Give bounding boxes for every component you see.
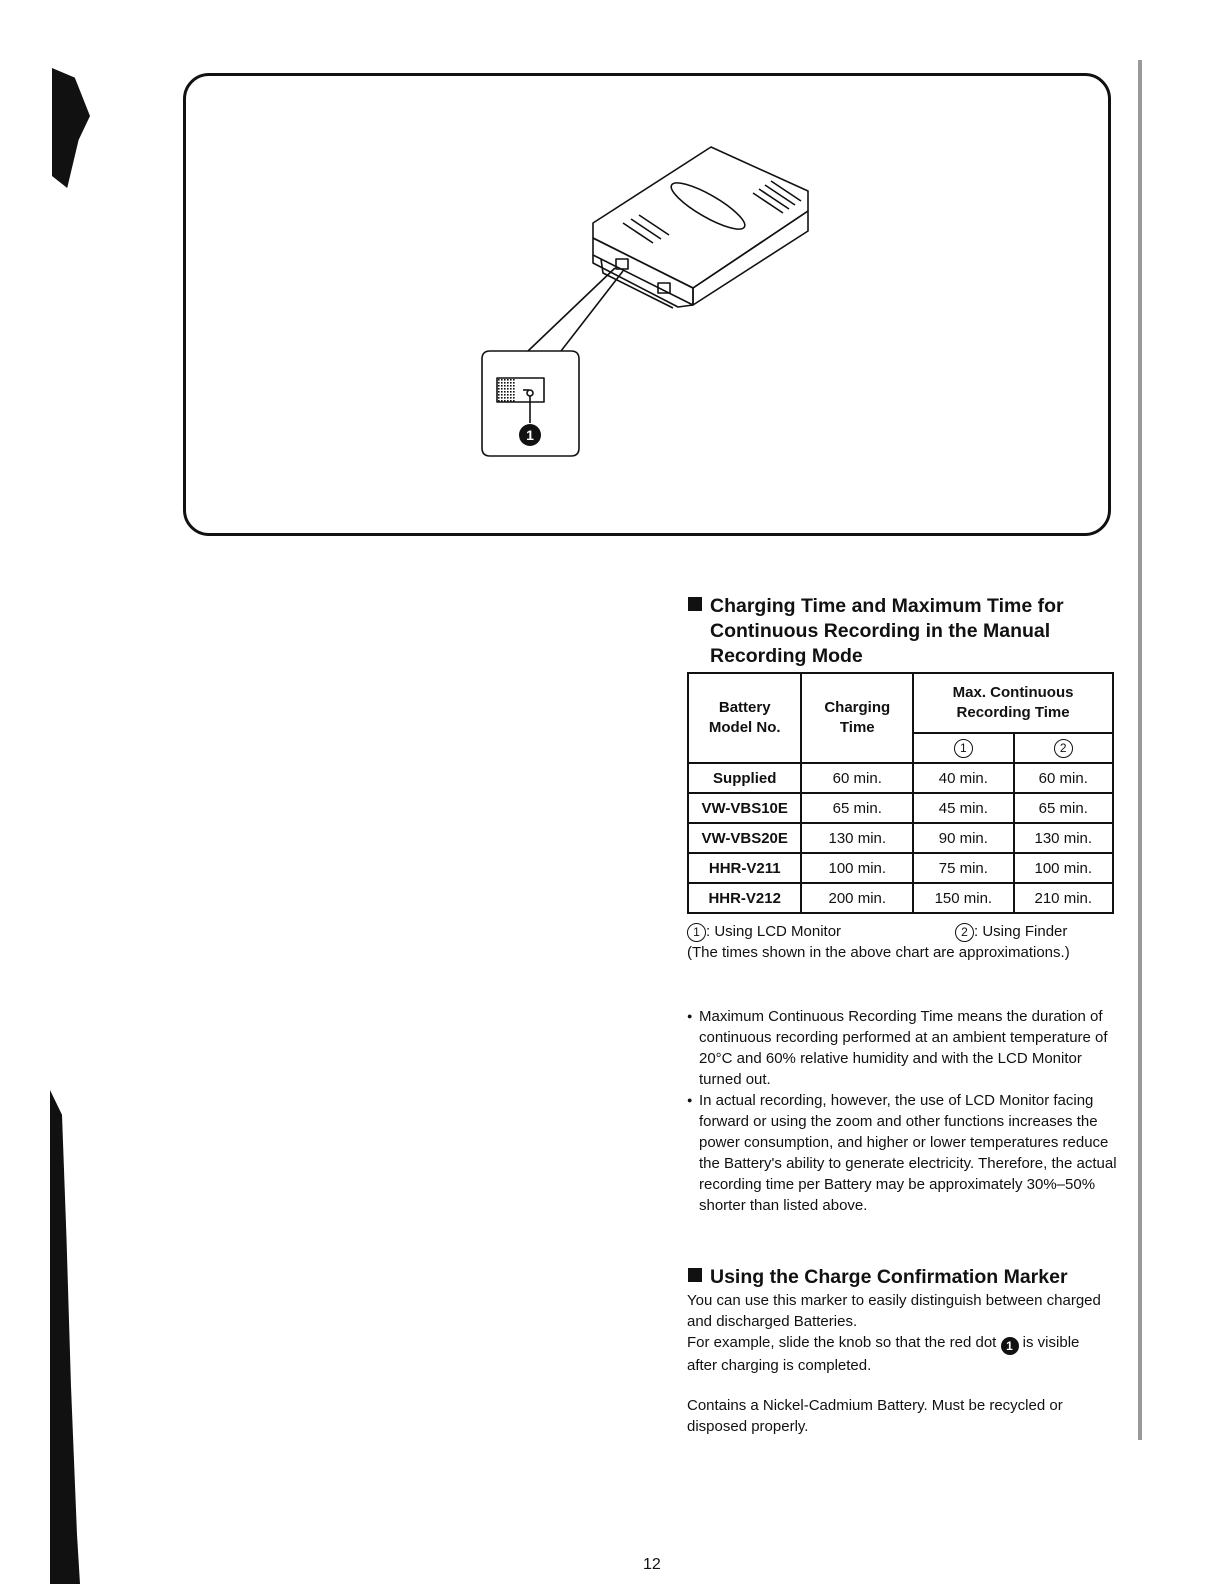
table-row bbox=[688, 853, 1113, 883]
para2-text-before: For example, slide the knob so that the red dot bbox=[687, 1334, 1001, 1351]
marker-paragraph-2 bbox=[687, 1332, 1107, 1376]
table-row bbox=[688, 793, 1113, 823]
cell-finder: 130 min. bbox=[1014, 823, 1113, 853]
cell-model: HHR-V211 bbox=[688, 853, 801, 883]
cell-charging: 100 min. bbox=[801, 853, 913, 883]
charging-time-heading bbox=[688, 594, 1064, 669]
cell-model: Supplied bbox=[688, 763, 801, 793]
list-item: ● Maximum Continuous Recording Time means the duration of continuous recording performed at an ambient temperature of 20°C and 60% relative humidity and with the LCD Monitor turned out. bbox=[687, 1006, 1117, 1090]
heading-line-3: Recording Mode bbox=[710, 645, 863, 667]
scan-edge-top-left bbox=[52, 68, 90, 188]
legend-finder bbox=[955, 921, 1067, 942]
heading-bullet-square bbox=[688, 597, 702, 611]
list-item: ● In actual recording, however, the use of LCD Monitor facing forward or using the zoom and other functions increases the power consumption, and higher or lower temperatures reduce the Battery's ability to generate electricity. Therefore, the actual recording time per Battery may be approximately 30%–50% shorter than listed above. bbox=[687, 1090, 1117, 1216]
legend-item-lcd: : Using LCD Monitor bbox=[706, 923, 842, 940]
para2-text-after: is visible after charging is completed. bbox=[687, 1334, 1080, 1374]
header-max-continuous: Max. Continuous Recording Time bbox=[913, 673, 1113, 733]
cell-charging: 200 min. bbox=[801, 883, 913, 913]
charging-time-table bbox=[687, 672, 1114, 914]
cell-finder: 100 min. bbox=[1014, 853, 1113, 883]
table-row bbox=[688, 763, 1113, 793]
battery-illustration bbox=[183, 73, 1111, 536]
cell-model: VW-VBS20E bbox=[688, 823, 801, 853]
cell-lcd: 90 min. bbox=[913, 823, 1013, 853]
heading-bullet-square bbox=[688, 1268, 702, 1282]
charge-marker-heading bbox=[688, 1265, 1068, 1290]
circled-number-2: 2 bbox=[1054, 739, 1073, 758]
header-sub-2 bbox=[1014, 733, 1113, 763]
heading-text: Using the Charge Confirmation Marker bbox=[710, 1266, 1068, 1288]
cell-model: VW-VBS10E bbox=[688, 793, 801, 823]
cell-lcd: 75 min. bbox=[913, 853, 1013, 883]
cell-lcd: 40 min. bbox=[913, 763, 1013, 793]
cell-charging: 65 min. bbox=[801, 793, 913, 823]
table-legend bbox=[687, 921, 1068, 942]
cell-finder: 65 min. bbox=[1014, 793, 1113, 823]
cell-finder: 210 min. bbox=[1014, 883, 1113, 913]
legend-item-finder: : Using Finder bbox=[974, 923, 1068, 940]
circled-number-1: 1 bbox=[954, 739, 973, 758]
battery-disposal-note: Contains a Nickel-Cadmium Battery. Must be recycled or disposed properly. bbox=[687, 1397, 1063, 1435]
cell-model: HHR-V212 bbox=[688, 883, 801, 913]
table-row bbox=[688, 883, 1113, 913]
marker-paragraph-1: You can use this marker to easily distinguish between charged and discharged Batteries. bbox=[687, 1292, 1101, 1330]
header-sub-1 bbox=[913, 733, 1013, 763]
page-number: 12 bbox=[643, 1556, 661, 1573]
header-charging-time: Charging Time bbox=[801, 673, 913, 763]
notes-list bbox=[687, 1006, 1117, 1216]
cell-finder: 60 min. bbox=[1014, 763, 1113, 793]
cell-charging: 60 min. bbox=[801, 763, 913, 793]
scan-edge-right bbox=[1138, 60, 1142, 1440]
cell-charging: 130 min. bbox=[801, 823, 913, 853]
legend-circled-2: 2 bbox=[955, 923, 974, 942]
table-row bbox=[688, 823, 1113, 853]
callout-number-badge: 1 bbox=[519, 424, 541, 446]
legend-circled-1: 1 bbox=[687, 923, 706, 942]
red-dot-callout: 1 bbox=[1001, 1337, 1019, 1355]
cell-lcd: 45 min. bbox=[913, 793, 1013, 823]
heading-line-2: Continuous Recording in the Manual bbox=[710, 620, 1051, 642]
scan-edge-bottom-left bbox=[50, 1090, 80, 1584]
cell-lcd: 150 min. bbox=[913, 883, 1013, 913]
header-battery-model: Battery Model No. bbox=[688, 673, 801, 763]
heading-line-1: Charging Time and Maximum Time for bbox=[710, 595, 1064, 617]
approximation-note: (The times shown in the above chart are approximations.) bbox=[687, 944, 1070, 961]
